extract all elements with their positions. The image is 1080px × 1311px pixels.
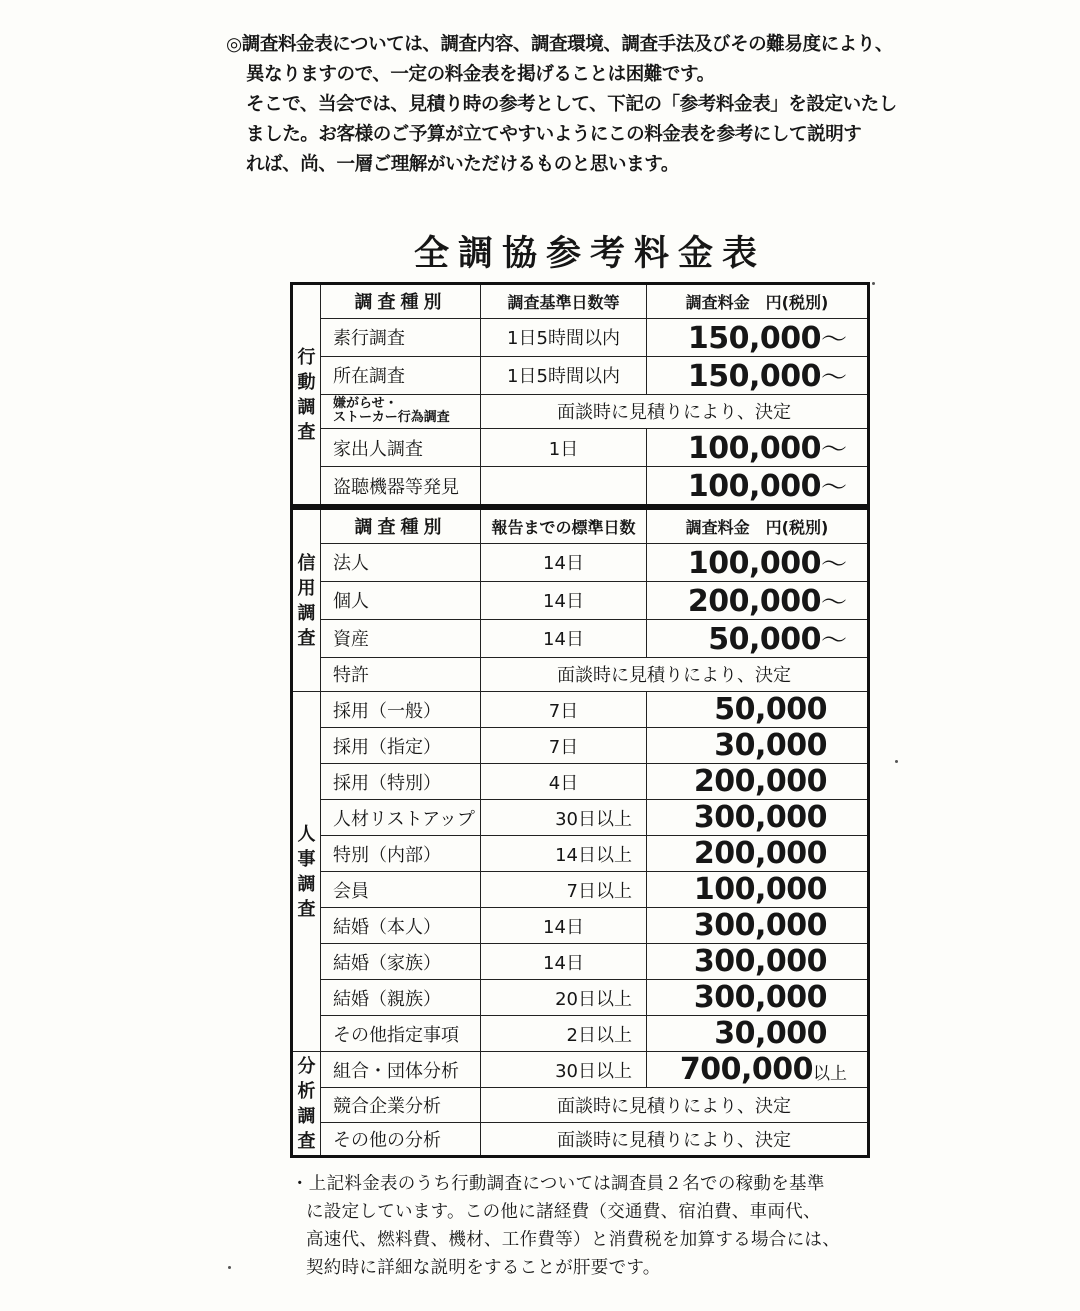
row-fee: 700,000以上 bbox=[647, 1052, 869, 1088]
behavior-investigation-table bbox=[290, 282, 870, 507]
row-fee: 300,000 bbox=[647, 908, 869, 944]
row-name: 資産 bbox=[321, 619, 481, 657]
header-fee: 調査料金 円(税別) bbox=[647, 509, 869, 544]
row-days: 14日 bbox=[481, 944, 647, 980]
table-row bbox=[292, 980, 869, 1016]
row-days: 14日 bbox=[481, 619, 647, 657]
row-note: 面談時に見積りにより、決定 bbox=[481, 1088, 869, 1123]
header-days: 報告までの標準日数 bbox=[481, 509, 647, 544]
credit-personnel-analysis-table bbox=[290, 507, 870, 1158]
table-row bbox=[292, 657, 869, 692]
table-row bbox=[292, 1052, 869, 1088]
row-note: 面談時に見積りにより、決定 bbox=[481, 394, 869, 429]
table-header-row bbox=[292, 284, 869, 319]
footnote-line: 契約時に詳細な説明をすることが肝要です。 bbox=[306, 1258, 661, 1278]
row-name: 結婚（家族） bbox=[321, 944, 481, 980]
row-fee: 150,000〜 bbox=[647, 356, 869, 394]
category-label-credit: 信 用 調 査 bbox=[292, 509, 321, 692]
header-type: 調査種別 bbox=[321, 509, 481, 544]
row-fee: 100,000〜 bbox=[647, 467, 869, 506]
table-row bbox=[292, 836, 869, 872]
table-row bbox=[292, 872, 869, 908]
category-label-analysis: 分 析 調 査 bbox=[292, 1052, 321, 1157]
category-label-personnel: 人 事 調 査 bbox=[292, 692, 321, 1052]
table-row bbox=[292, 800, 869, 836]
footnote-line: ・上記料金表のうち行動調査については調査員２名での稼動を基準 bbox=[291, 1174, 825, 1194]
row-days: 20日以上 bbox=[481, 980, 647, 1016]
row-name: 競合企業分析 bbox=[321, 1088, 481, 1123]
table-row bbox=[292, 356, 869, 394]
category-label-behavior: 行 動 調 査 bbox=[292, 284, 321, 506]
row-fee: 200,000 bbox=[647, 764, 869, 800]
row-days: 14日 bbox=[481, 543, 647, 581]
row-fee: 30,000 bbox=[647, 728, 869, 764]
row-name: 会員 bbox=[321, 872, 481, 908]
row-days: 4日 bbox=[481, 764, 647, 800]
table-row bbox=[292, 394, 869, 429]
row-fee: 300,000 bbox=[647, 800, 869, 836]
scan-speck bbox=[895, 760, 898, 763]
row-name: 結婚（本人） bbox=[321, 908, 481, 944]
row-name: 盗聴機器等発見 bbox=[321, 467, 481, 506]
row-fee: 50,000 bbox=[647, 692, 869, 728]
row-days: 7日 bbox=[481, 728, 647, 764]
row-name: 法人 bbox=[321, 543, 481, 581]
row-name: 採用（特別） bbox=[321, 764, 481, 800]
table-row bbox=[292, 318, 869, 356]
row-days: 1日5時間以内 bbox=[481, 356, 647, 394]
row-note: 面談時に見積りにより、決定 bbox=[481, 1122, 869, 1157]
row-name: 特別（内部） bbox=[321, 836, 481, 872]
table-row bbox=[292, 944, 869, 980]
table-row bbox=[292, 1016, 869, 1052]
intro-line: ました。お客様のご予算が立てやすいようにこの料金表を参考にして説明す bbox=[246, 124, 862, 145]
table-row bbox=[292, 581, 869, 619]
table-row bbox=[292, 692, 869, 728]
scan-speck bbox=[228, 1266, 231, 1269]
row-fee: 300,000 bbox=[647, 980, 869, 1016]
row-days: 7日 bbox=[481, 692, 647, 728]
page-title: 全調協参考料金表 bbox=[413, 234, 766, 274]
row-name: その他の分析 bbox=[321, 1122, 481, 1157]
row-days: 2日以上 bbox=[481, 1016, 647, 1052]
row-name: 家出人調査 bbox=[321, 429, 481, 467]
row-fee: 150,000〜 bbox=[647, 318, 869, 356]
row-days bbox=[481, 467, 647, 506]
table-row bbox=[292, 543, 869, 581]
scan-speck bbox=[872, 282, 875, 285]
row-days: 14日 bbox=[481, 581, 647, 619]
row-name: 嫌がらせ・ ストーカー行為調査 bbox=[321, 394, 481, 429]
row-name: 組合・団体分析 bbox=[321, 1052, 481, 1088]
table-row bbox=[292, 619, 869, 657]
row-fee: 200,000〜 bbox=[647, 581, 869, 619]
row-name: 素行調査 bbox=[321, 318, 481, 356]
row-days: 14日以上 bbox=[481, 836, 647, 872]
intro-text bbox=[226, 30, 966, 180]
header-type: 調査種別 bbox=[321, 284, 481, 319]
table-row bbox=[292, 728, 869, 764]
table-row bbox=[292, 1122, 869, 1157]
row-name: 人材リストアップ bbox=[321, 800, 481, 836]
table-row bbox=[292, 764, 869, 800]
row-name: 所在調査 bbox=[321, 356, 481, 394]
row-days: 1日 bbox=[481, 429, 647, 467]
table-row bbox=[292, 1088, 869, 1123]
row-fee: 50,000〜 bbox=[647, 619, 869, 657]
header-fee: 調査料金 円(税別) bbox=[647, 284, 869, 319]
row-days: 7日以上 bbox=[481, 872, 647, 908]
table-row bbox=[292, 908, 869, 944]
footnote bbox=[291, 1170, 891, 1282]
table-row bbox=[292, 429, 869, 467]
row-days: 1日5時間以内 bbox=[481, 318, 647, 356]
footnote-line: 高速代、燃料費、機材、工作費等）と消費税を加算する場合には、 bbox=[306, 1230, 840, 1250]
intro-line: そこで、当会では、見積り時の参考として、下記の「参考料金表」を設定いたし bbox=[246, 94, 897, 115]
row-days: 30日以上 bbox=[481, 800, 647, 836]
row-fee: 100,000〜 bbox=[647, 429, 869, 467]
row-name: 採用（一般） bbox=[321, 692, 481, 728]
row-fee: 300,000 bbox=[647, 944, 869, 980]
intro-line: ◎調査料金表については、調査内容、調査環境、調査手法及びその難易度により、 bbox=[226, 34, 893, 55]
row-fee: 200,000 bbox=[647, 836, 869, 872]
header-days: 調査基準日数等 bbox=[481, 284, 647, 319]
row-name: 特許 bbox=[321, 657, 481, 692]
row-fee: 100,000 bbox=[647, 872, 869, 908]
table-header-row bbox=[292, 509, 869, 544]
row-fee: 30,000 bbox=[647, 1016, 869, 1052]
row-note: 面談時に見積りにより、決定 bbox=[481, 657, 869, 692]
row-days: 14日 bbox=[481, 908, 647, 944]
footnote-line: に設定しています。この他に諸経費（交通費、宿泊費、車両代、 bbox=[306, 1202, 821, 1222]
intro-line: れば、尚、一層ご理解がいただけるものと思います。 bbox=[246, 154, 679, 175]
row-name: 結婚（親族） bbox=[321, 980, 481, 1016]
table-row bbox=[292, 467, 869, 506]
row-name: 採用（指定） bbox=[321, 728, 481, 764]
row-fee: 100,000〜 bbox=[647, 543, 869, 581]
row-days: 30日以上 bbox=[481, 1052, 647, 1088]
row-name: 個人 bbox=[321, 581, 481, 619]
intro-line: 異なりますので、一定の料金表を掲げることは困難です。 bbox=[246, 64, 715, 85]
row-name: その他指定事項 bbox=[321, 1016, 481, 1052]
